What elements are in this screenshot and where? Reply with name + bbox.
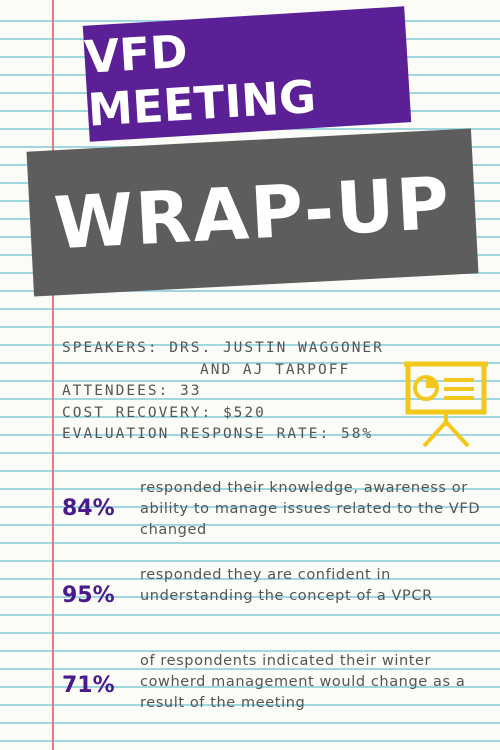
attendees-line: ATTENDEES: 33 <box>62 383 202 399</box>
presentation-board-icon <box>404 360 488 450</box>
stat-percent: 84% <box>62 496 115 521</box>
stat-percent: 71% <box>62 673 115 698</box>
stat-description: responded they are confident in understanding the concept of a VPCR <box>140 567 433 604</box>
stat-percent: 95% <box>62 583 115 608</box>
speakers-line: SPEAKERS: DRS. JUSTIN WAGGONER <box>62 340 384 356</box>
page-subtitle: WRAP-UP <box>51 160 454 265</box>
cost-recovery-line: COST RECOVERY: $520 <box>62 404 266 421</box>
speakers-line-continued: AND AJ TARPOFF <box>200 361 351 378</box>
subtitle-banner <box>27 128 479 296</box>
page-title: VFD MEETING <box>83 24 318 137</box>
stat-description: of respondents indicated their winter cowherd management would change as a result of the meeting <box>140 653 466 711</box>
notebook-margin-line <box>52 0 54 750</box>
stat-description: responded their knowledge, awareness or ability to manage issues related to the VFD changed <box>140 480 481 538</box>
title-banner <box>83 6 411 141</box>
evaluation-rate-line: EVALUATION RESPONSE RATE: 58% <box>62 426 374 442</box>
